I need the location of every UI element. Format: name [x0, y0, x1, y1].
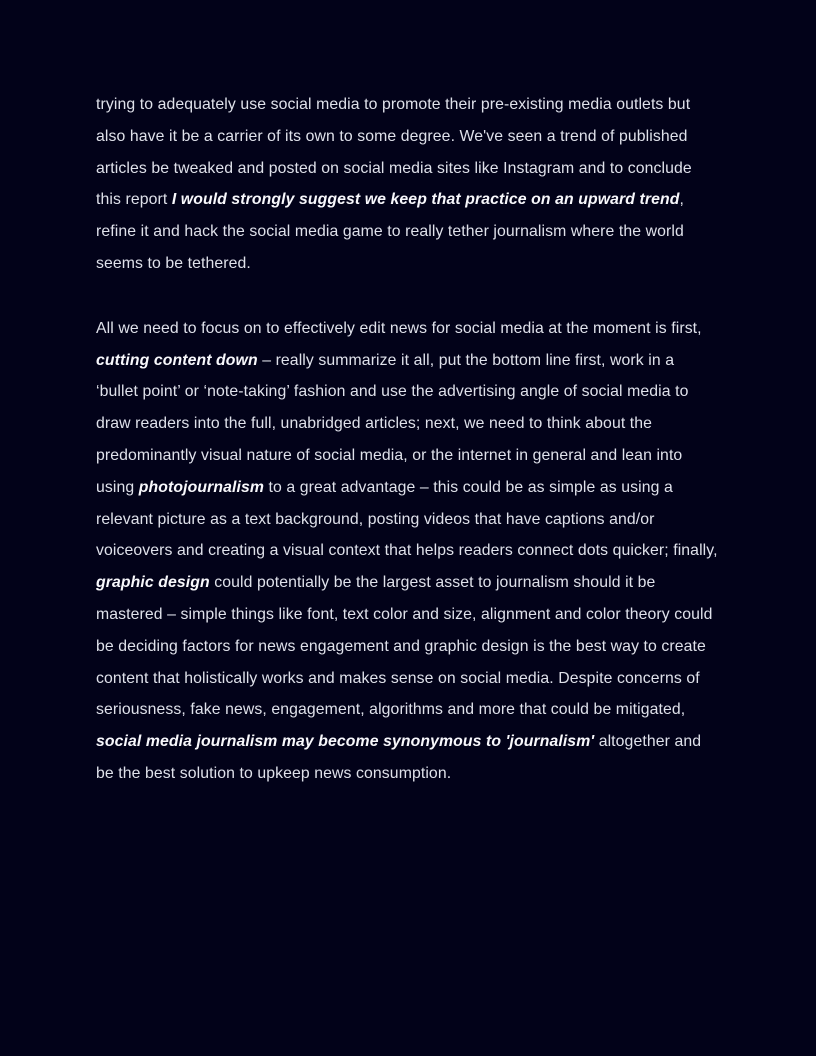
emphasis-text-run: graphic design [96, 574, 210, 592]
body-text-run: , refine it and hack the social media game to really tether journalism where the world seems to be tethered. [96, 191, 685, 272]
body-text-run: to a great advantage – this could be as simple as using a relevant picture as a text background, posting videos that have captions and/or voiceovers and creating a visual context that helps readers connect dots quicker; finally, [96, 478, 718, 560]
emphasis-text-run: cutting content down [96, 351, 258, 369]
body-text-run: trying to adequately use social media to promote their pre-existing media outlets but also have it be a carrier of its own to some degree. We've seen a trend of published articles be tweaked and posted on social media sites like Instagram and to conclude this report [96, 96, 692, 209]
emphasis-text-run: I would strongly suggest we keep that practice on an upward trend [171, 191, 680, 209]
body-text-run: – really summarize it all, put the bottom line first, work in a ‘bullet point’ or ‘note-taking’ fashion and use the advertising angle of social media to draw readers into the full, unabridged articles; next, we need to think about the predominantly visual nature of social media, or the internet in general and lean into using [96, 351, 689, 496]
emphasis-text-run: photojournalism [138, 478, 265, 496]
body-text-run: All we need to focus on to effectively edit news for social media at the moment is first, [96, 319, 702, 337]
document-text-block [96, 89, 720, 823]
paragraph-2 [96, 313, 720, 790]
emphasis-text-run: social media journalism may become synonymous to 'journalism' [96, 733, 595, 751]
paragraph-1 [96, 89, 720, 280]
body-text-run: could potentially be the largest asset to journalism should it be mastered – simple things like font, text color and size, alignment and color theory could be deciding factors for news engagement and graphic design is the best way to create content that holistically works and makes sense on social media. Despite concerns of seriousness, fake news, engagement, algorithms and more that could be mitigated, [96, 574, 713, 719]
body-text-run: altogether and be the best solution to upkeep news consumption. [96, 733, 702, 782]
